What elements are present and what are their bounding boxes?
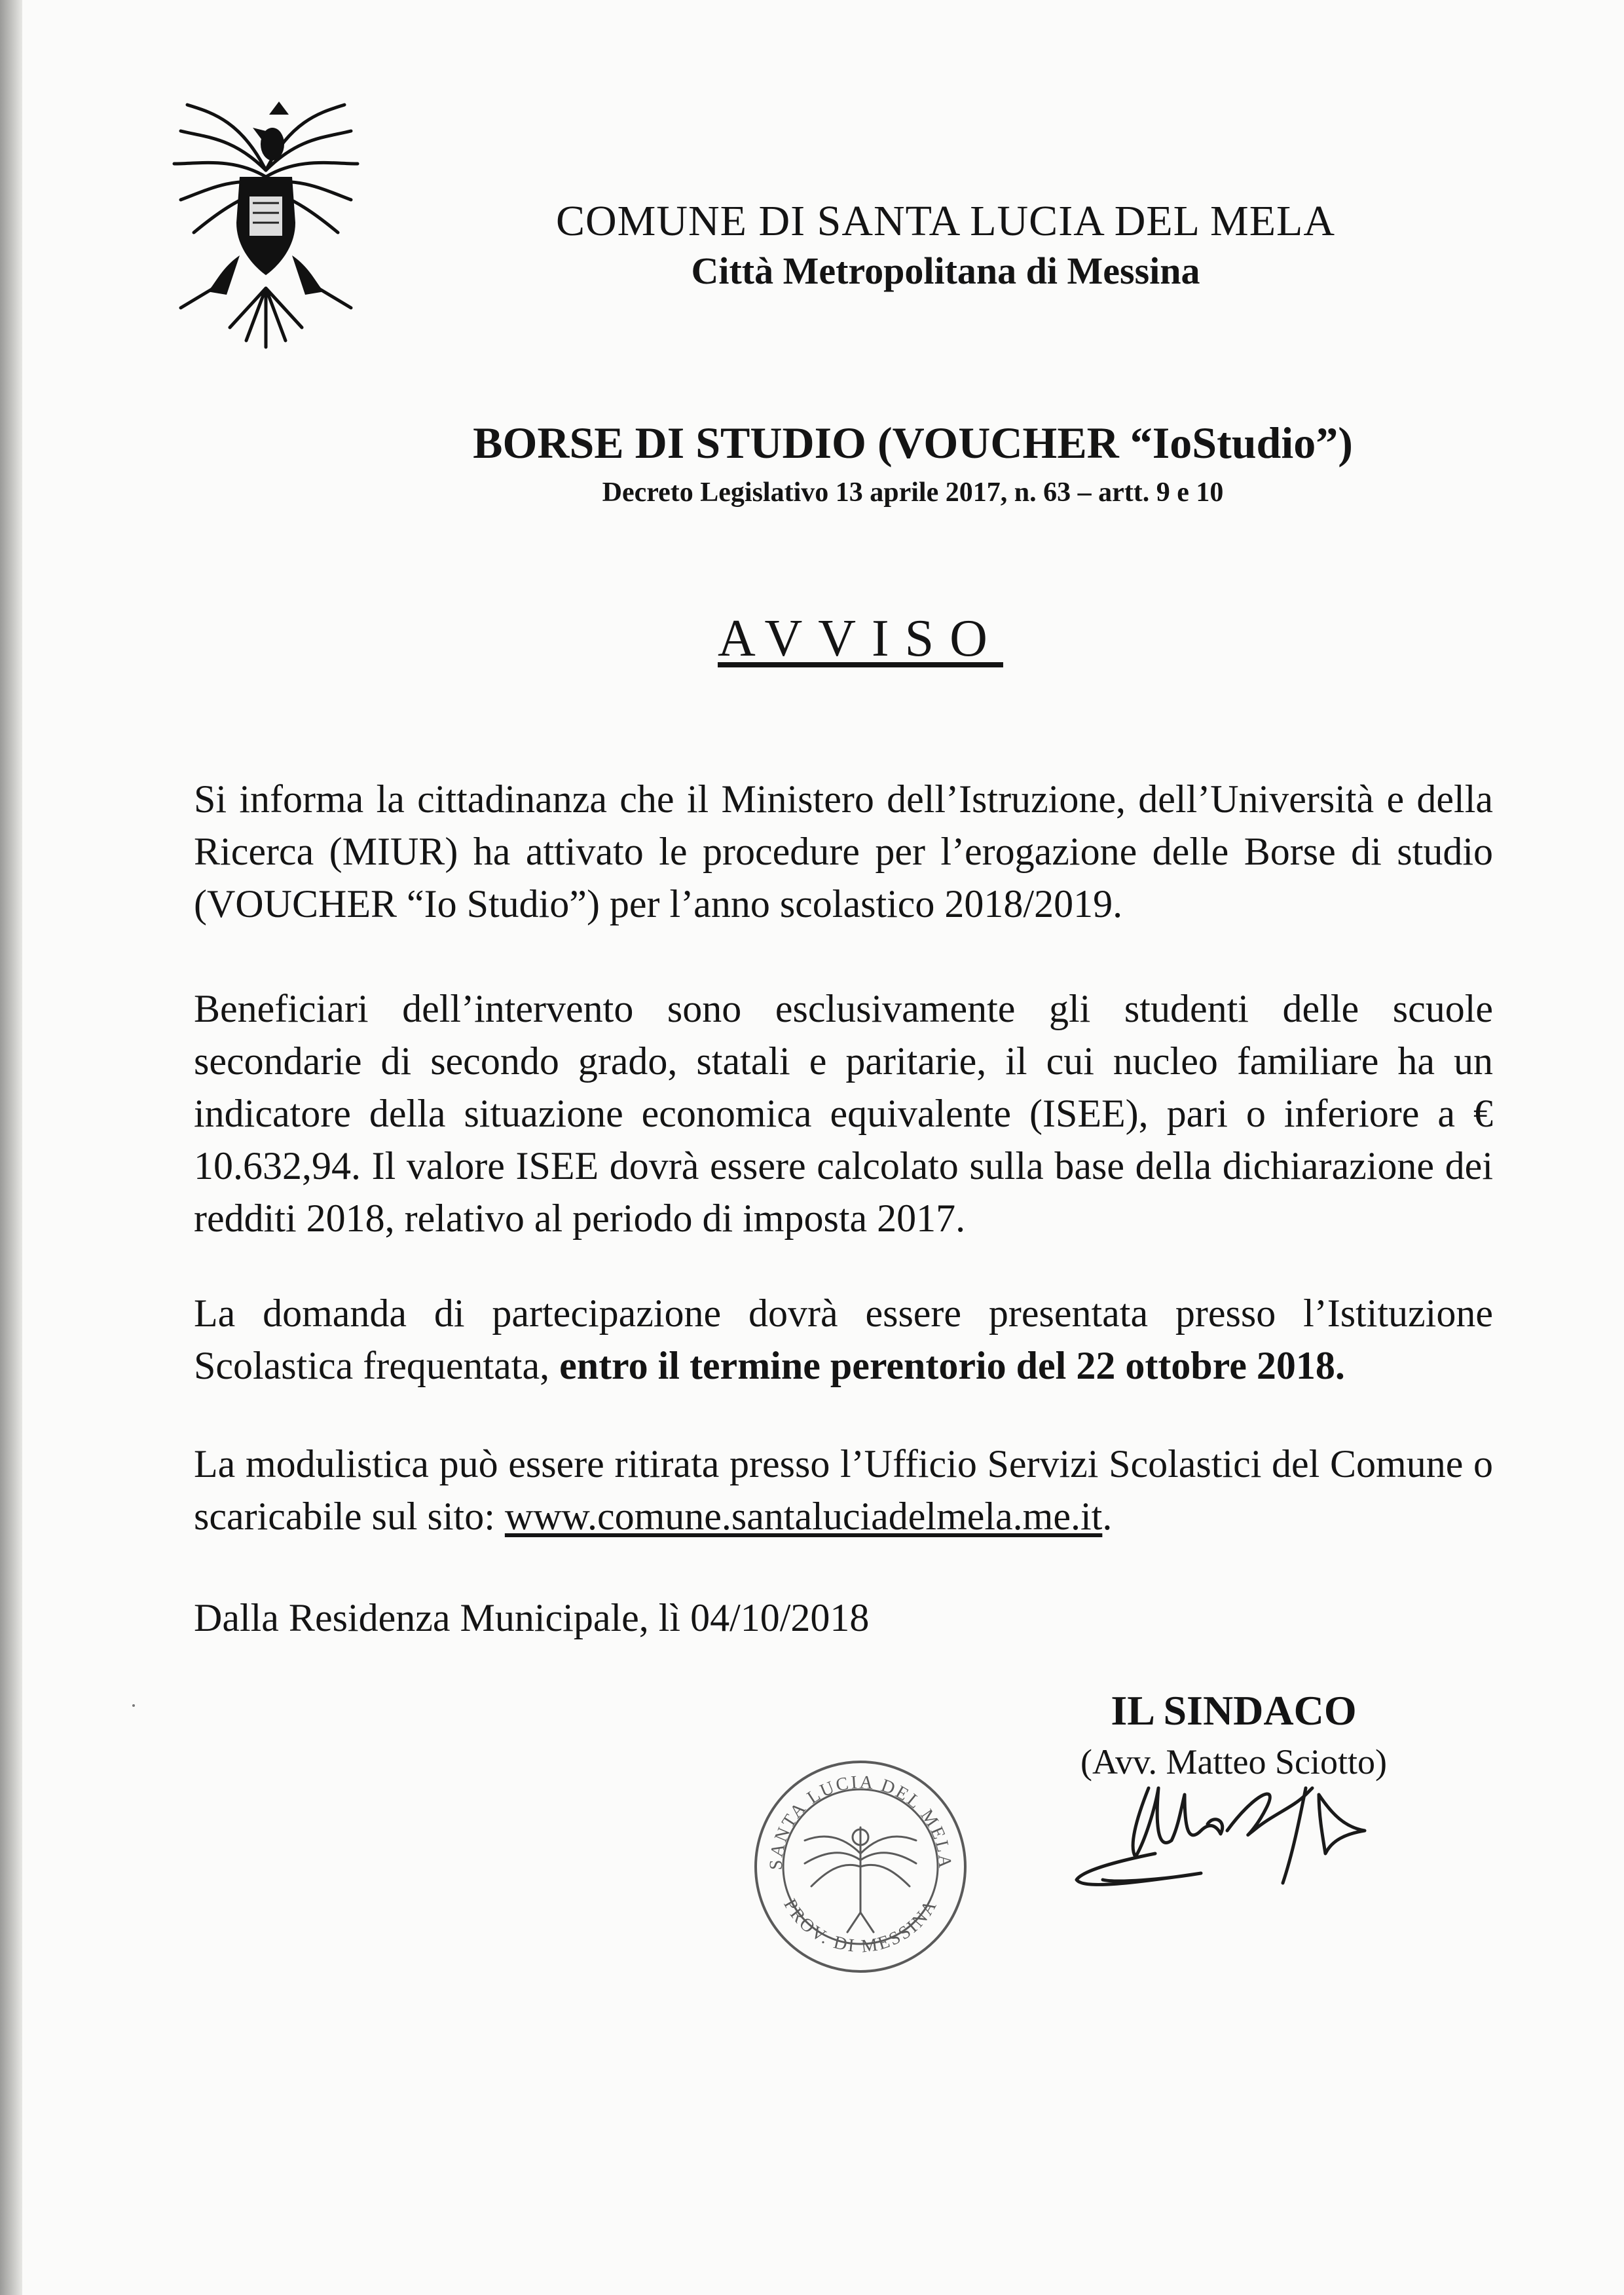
official-seal-stamp [749, 1755, 972, 1978]
deadline-text: La domanda di partecipazione dovrà essere presentata presso l’Istituzione Scolastica frequentata, [194, 1292, 1493, 1387]
seal-text-bottom: PROV. DI MESSINA [779, 1895, 942, 1957]
paragraph-date: Dalla Residenza Municipale, lì 04/10/2018 [194, 1596, 870, 1639]
handwritten-signature [1057, 1768, 1397, 1899]
seal-text-top: SANTA LUCIA DEL MELA [766, 1772, 955, 1871]
signer-name: (Avv. Matteo Sciotto) [1080, 1742, 1387, 1782]
document-page [22, 0, 1624, 2295]
decree-reference: Decreto Legislativo 13 aprile 2017, n. 63 – artt. 9 e 10 [602, 477, 1224, 508]
seal-eagle-icon [805, 1827, 916, 1932]
paragraph-forms [194, 1438, 1493, 1542]
signer-title: IL SINDACO [1111, 1687, 1357, 1734]
eagle-crest-icon [168, 92, 364, 354]
paragraph-deadline [194, 1287, 1493, 1392]
metropolitan-city: Città Metropolitana di Messina [691, 249, 1200, 292]
scan-speck [132, 1704, 135, 1707]
municipality-name: COMUNE DI SANTA LUCIA DEL MELA [555, 197, 1336, 245]
forms-end: . [1102, 1495, 1113, 1538]
deadline-date: entro il termine perentorio del 22 ottobre 2018. [559, 1344, 1345, 1387]
paragraph-beneficiaries: Beneficiari dell’intervento sono esclusivamente gli studenti delle scuole secondarie di secondo grado, statali e paritarie, il cui nucleo familiare ha un indicatore della situazione economica equivalente (ISEE), pari o inferiore a € 10.632,94. Il valore ISEE dovrà essere calcolato sulla base della dichiarazione dei redditi 2018, relativo al periodo di imposta 2017. [194, 987, 1493, 1240]
notice-title: BORSE DI STUDIO (VOUCHER “IoStudio”) [473, 418, 1353, 468]
forms-text: La modulistica può essere ritirata presso l’Ufficio Servizi Scolastici del Comune o scaricabile sul sito: [194, 1442, 1493, 1538]
paragraph-announcement: Si informa la cittadinanza che il Ministero dell’Istruzione, dell’Università e della Ricerca (MIUR) ha attivato le procedure per l’erogazione delle Borse di studio (VOUCHER “Io Studio”) per l’anno scolastico 2018/2019. [194, 777, 1493, 925]
municipality-header [520, 196, 1371, 295]
scan-edge [0, 0, 22, 2295]
notice-title-block [389, 417, 1437, 508]
website-link[interactable]: www.comune.santaluciadelmela.me.it [504, 1495, 1103, 1538]
avviso-heading: AVVISO [718, 610, 1003, 667]
